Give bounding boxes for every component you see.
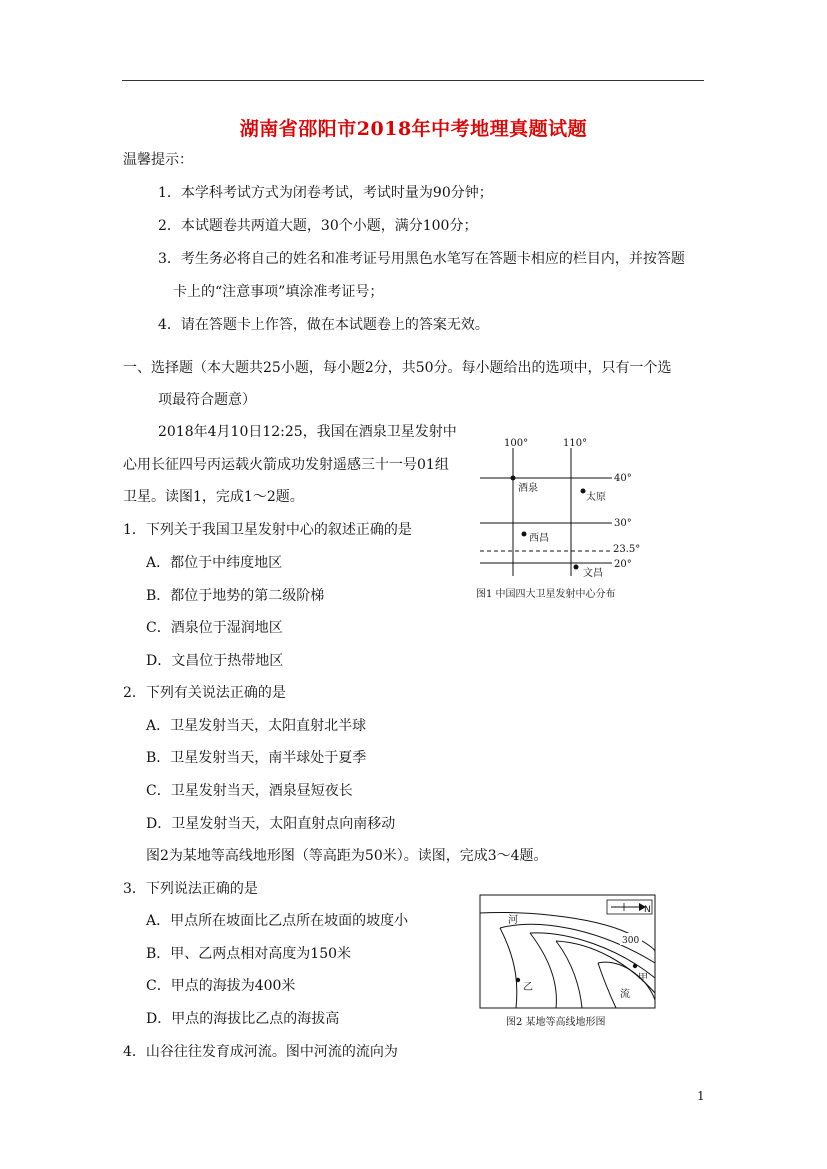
tip-item: 2．本试题卷共两道大题，30个小题，满分100分； bbox=[158, 218, 478, 234]
option: C．酒泉位于湿润地区 bbox=[146, 620, 283, 636]
contour-label: 300 bbox=[622, 936, 640, 946]
question-2-stem: 2．下列有关说法正确的是 bbox=[123, 685, 286, 701]
north-label: N bbox=[644, 905, 651, 915]
contour-line bbox=[556, 941, 582, 1008]
point-jia-dot bbox=[633, 964, 637, 968]
header-rule bbox=[122, 80, 704, 81]
river-label: 流 bbox=[620, 989, 630, 1000]
figure-2-caption: 图2 某地等高线地形图 bbox=[506, 1017, 606, 1028]
lon-label: 100° bbox=[504, 438, 529, 449]
option: C．卫星发射当天，酒泉昼短夜长 bbox=[146, 783, 353, 799]
question-1-stem: 1．下列关于我国卫星发射中心的叙述正确的是 bbox=[123, 522, 412, 538]
site-dot bbox=[581, 489, 586, 494]
contour-line bbox=[530, 933, 556, 1008]
option: A．卫星发射当天，太阳直射北半球 bbox=[146, 718, 367, 734]
intro-line: 卫星。读图1，完成1～2题。 bbox=[123, 489, 304, 505]
option: A．甲点所在坡面比乙点所在坡面的坡度小 bbox=[146, 913, 409, 929]
lat-label: 40° bbox=[614, 473, 632, 484]
option: B．都位于地势的第二级阶梯 bbox=[146, 588, 325, 604]
point-label: 乙 bbox=[523, 982, 533, 993]
figure-2-contour-map bbox=[478, 893, 658, 1033]
lat-label: 20° bbox=[614, 559, 632, 570]
contour-line bbox=[598, 963, 616, 1008]
option: C．甲点的海拔为400米 bbox=[146, 978, 296, 994]
option: D．卫星发射当天，太阳直射点向南移动 bbox=[146, 816, 396, 832]
site-dot bbox=[511, 476, 516, 481]
page-title: 湖南省邵阳市2018年中考地理真题试题 bbox=[239, 118, 588, 140]
point-yi-dot bbox=[516, 978, 520, 982]
option: A．都位于中纬度地区 bbox=[146, 555, 283, 571]
section-heading-cont: 项最符合题意） bbox=[158, 392, 256, 408]
lon-label: 110° bbox=[563, 438, 588, 449]
tips-heading: 温馨提示： bbox=[123, 152, 193, 168]
contour-line bbox=[500, 928, 517, 1008]
question-3-stem: 3．下列说法正确的是 bbox=[123, 881, 258, 897]
option: B．卫星发射当天，南半球处于夏季 bbox=[146, 750, 367, 766]
tip-item: 3．考生务必将自己的姓名和准考证号用黑色水笔写在答题卡相应的栏目内，并按答题 bbox=[158, 251, 685, 267]
point-label: 甲 bbox=[638, 973, 648, 984]
site-dot bbox=[574, 565, 579, 570]
figure-1-caption: 图1 中国四大卫星发射中心分布 bbox=[476, 589, 616, 600]
lat-label: 23.5° bbox=[613, 544, 641, 555]
option: D．甲点的海拔比乙点的海拔高 bbox=[146, 1011, 340, 1027]
figure-1-map bbox=[472, 430, 672, 605]
river-label: 河 bbox=[508, 915, 518, 926]
tip-item: 4．请在答题卡上作答，做在本试题卷上的答案无效。 bbox=[158, 317, 489, 333]
page-number: 1 bbox=[697, 1089, 705, 1103]
tip-item: 1．本学科考试方式为闭卷考试，考试时量为90分钟； bbox=[158, 185, 493, 201]
intro-line: 2018年4月10日12:25，我国在酒泉卫星发射中 bbox=[158, 424, 457, 440]
question-4-stem: 4．山谷往往发育成河流。图中河流的流向为 bbox=[123, 1044, 398, 1060]
option: D．文昌位于热带地区 bbox=[146, 653, 284, 669]
tip-item: 卡上的“注意事项”填涂准考证号； bbox=[173, 284, 384, 300]
lat-label: 30° bbox=[614, 518, 632, 529]
site-dot bbox=[522, 532, 527, 537]
place-label: 文昌 bbox=[583, 568, 603, 579]
intro-line: 心用长征四号丙运载火箭成功发射遥感三十一号01组 bbox=[123, 457, 449, 473]
option: B．甲、乙两点相对高度为150米 bbox=[146, 946, 352, 962]
intro-line: 图2为某地等高线地形图（等高距为50米）。读图，完成3～4题。 bbox=[146, 848, 548, 864]
place-label: 酒泉 bbox=[518, 483, 538, 494]
place-label: 太原 bbox=[586, 492, 606, 503]
section-heading: 一、选择题（本大题共25小题，每小题2分，共50分。每小题给出的选项中，只有一个选 bbox=[123, 360, 672, 376]
place-label: 西昌 bbox=[529, 533, 549, 544]
